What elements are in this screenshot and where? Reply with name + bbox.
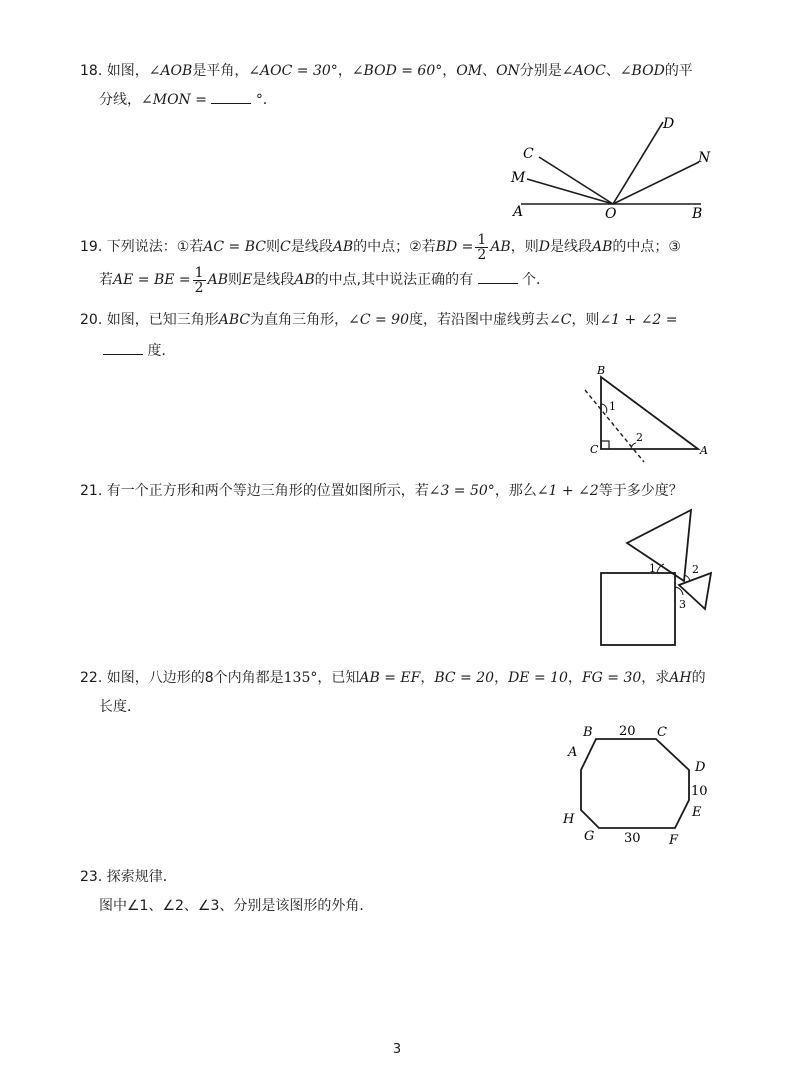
q18-line-2 (99, 89, 277, 110)
q21-number: 21. (80, 483, 103, 499)
q20-text: 如图，已知三角形 (106, 312, 219, 328)
q19-math: AB (294, 272, 315, 288)
q18-number: 18. (80, 63, 103, 79)
label-n: N (698, 150, 711, 166)
q22-text: 的 (691, 670, 706, 686)
q19-text: ，则 (510, 239, 539, 255)
q19-text: 的中点；③ (612, 239, 681, 255)
triangle-abc (601, 377, 698, 449)
q19-number: 19. (80, 239, 103, 255)
q22-line-2 (99, 697, 141, 717)
fraction-numerator: 1 (194, 264, 204, 281)
q18-text: 分别是 (519, 63, 562, 79)
q23-number: 23. (80, 869, 103, 885)
label-2: 2 (636, 431, 643, 444)
q19-math: D (538, 239, 550, 255)
label-1: 1 (609, 400, 616, 413)
large-equilateral-triangle (627, 510, 691, 581)
label-a: A (513, 204, 524, 220)
q22-text: 如图，八边形的8个内角都是 (106, 670, 284, 686)
q18-math: ∠BOD = 60° (351, 63, 443, 79)
answer-blank[interactable] (478, 269, 518, 284)
label-d: D (663, 116, 675, 132)
q19-line-1 (80, 230, 681, 264)
q20-figure (580, 362, 714, 464)
q18-text: °． (255, 92, 277, 108)
q21-math: ∠3 = 50° (428, 483, 495, 499)
q23-text: 探索规律． (106, 869, 177, 885)
q22-text: ， (567, 670, 582, 686)
q18-text: 、 (482, 63, 497, 79)
q21-text: ，那么 (494, 483, 537, 499)
q20-line-1 (80, 310, 678, 330)
fraction-denominator: 2 (477, 246, 487, 263)
q19-text: 的中点；②若 (353, 239, 436, 255)
q19-math: BD = (435, 239, 474, 255)
q19-math: AB (207, 272, 228, 288)
label-g: G (584, 829, 595, 844)
q18-math: ∠AOC = 30° (248, 63, 338, 79)
fraction-half (193, 266, 206, 295)
label-f: F (669, 833, 679, 848)
q19-math: AB (490, 239, 511, 255)
q20-math: ∠C (548, 312, 572, 328)
q19-text: 则 (227, 272, 242, 288)
label-b: B (597, 364, 606, 377)
page-number: 3 (392, 1042, 402, 1057)
q18-text: 是平角， (192, 63, 249, 79)
q20-line-2 (103, 340, 175, 361)
q22-text: 长度． (99, 699, 141, 715)
label-c: C (590, 443, 599, 456)
q19-math: AC = BC (203, 239, 266, 255)
q22-text: ，已知 (317, 670, 360, 686)
octagon (581, 739, 689, 828)
q18-math: ∠AOC (561, 63, 606, 79)
label-h: H (563, 812, 575, 827)
q19-math: AE = BE = (113, 272, 191, 288)
label-c: C (523, 146, 534, 162)
q19-text: 若 (99, 272, 113, 288)
answer-blank[interactable] (211, 89, 251, 104)
q22-math: 135° (283, 670, 318, 686)
q19-text: 是线段 (549, 239, 592, 255)
q20-math: ∠1 + ∠2 = (599, 312, 678, 328)
q18-line-1 (80, 61, 693, 81)
q22-figure (558, 718, 718, 850)
q21-math: ∠1 + ∠2 (536, 483, 599, 499)
q23-line-1 (80, 867, 177, 887)
right-angle-mark (601, 441, 609, 449)
label-b: B (692, 206, 703, 222)
q20-math: ∠C = 90 (348, 312, 409, 328)
fraction-numerator: 1 (477, 231, 487, 248)
label-c: C (657, 725, 667, 740)
ray-oc (539, 157, 613, 204)
answer-blank[interactable] (103, 340, 143, 355)
q19-text: 的中点,其中说法正确的有 (314, 272, 474, 288)
q19-text: 下列说法：①若 (106, 239, 204, 255)
label-2: 2 (692, 563, 699, 576)
q18-text: 如图， (106, 63, 149, 79)
q21-text: 有一个正方形和两个等边三角形的位置如图所示，若 (106, 483, 429, 499)
q22-text: ，求 (641, 670, 670, 686)
q19-line-2 (99, 263, 550, 297)
q18-math: ∠AOB (148, 63, 193, 79)
label-3: 3 (679, 598, 686, 611)
q21-text: 等于多少度？ (598, 483, 683, 499)
fraction-denominator: 2 (194, 279, 204, 296)
q20-text: ，则 (571, 312, 600, 328)
label-m: M (511, 170, 526, 186)
q21-figure (595, 505, 715, 651)
q20-text: 为直角三角形， (250, 312, 349, 328)
q19-text: 是线段 (252, 272, 295, 288)
q18-text: 、 (605, 63, 620, 79)
ray-om (527, 179, 613, 204)
label-20: 20 (619, 724, 636, 739)
q19-text: 则 (266, 239, 280, 255)
label-a: A (700, 444, 708, 457)
q21-line-1 (80, 481, 683, 501)
label-o: O (605, 206, 617, 222)
q20-text: 度，若沿图中虚线剪去 (408, 312, 549, 328)
q20-math: ABC (218, 312, 251, 328)
q19-math: AB (591, 239, 613, 255)
q18-math: OM (456, 63, 483, 79)
q19-math: E (241, 272, 253, 288)
q20-number: 20. (80, 312, 103, 328)
q18-math: ∠BOD (619, 63, 665, 79)
q22-math: BC = 20 (434, 670, 495, 686)
q19-text: 个． (521, 272, 550, 288)
q18-math: ON (496, 63, 520, 79)
fraction-half (475, 233, 488, 262)
label-b: B (583, 725, 593, 740)
q23-text: 图中∠1、∠2、∠3、分别是该图形的外角． (99, 898, 374, 914)
q18-text: ， (337, 63, 352, 79)
q22-line-1 (80, 668, 706, 688)
label-d: D (695, 760, 706, 775)
q22-text: ， (494, 670, 509, 686)
q22-math: DE = 10 (508, 670, 568, 686)
label-30: 30 (624, 831, 641, 846)
q22-number: 22. (80, 670, 103, 686)
square (601, 573, 675, 645)
q19-text: 是线段 (290, 239, 333, 255)
q22-text: ， (420, 670, 435, 686)
q22-math: AB = EF (359, 670, 421, 686)
q22-math: FG = 30 (581, 670, 642, 686)
q20-text: 度． (147, 343, 176, 359)
q19-math: C (280, 239, 291, 255)
q18-text: 的平 (664, 63, 693, 79)
label-10: 10 (691, 784, 708, 799)
q18-text: 分线， (99, 92, 141, 108)
q18-figure (505, 112, 715, 222)
q23-line-2 (99, 896, 373, 916)
label-e: E (692, 805, 702, 820)
q19-math: AB (332, 239, 354, 255)
label-a: A (568, 745, 578, 760)
q22-math: AH (669, 670, 692, 686)
q18-text: ， (442, 63, 457, 79)
label-1: 1 (649, 562, 656, 575)
q18-math: ∠MON = (141, 92, 207, 108)
